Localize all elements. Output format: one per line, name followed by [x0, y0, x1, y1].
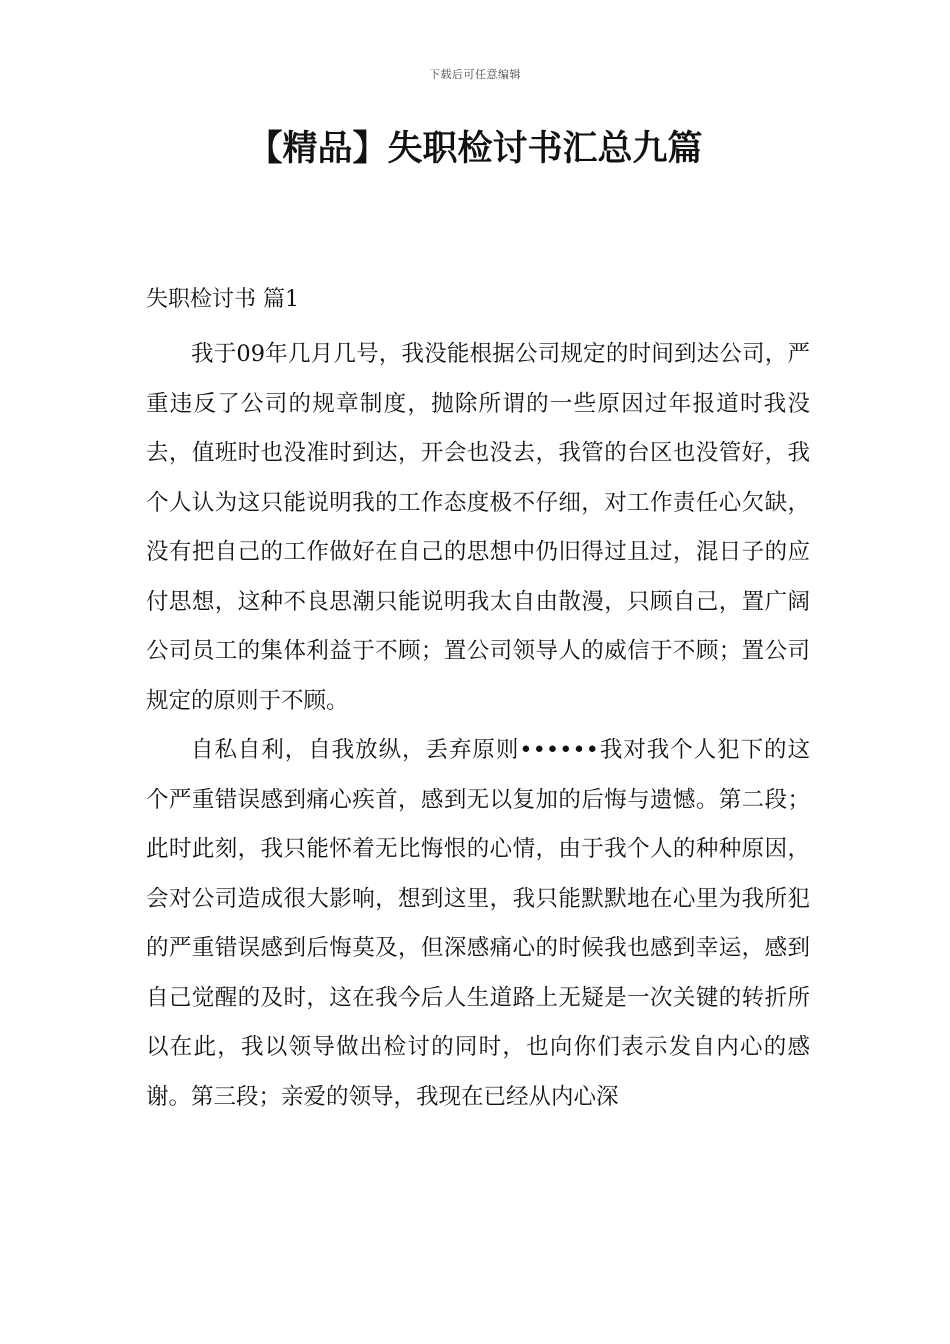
document-body [146, 330, 810, 1122]
paragraph-2: 自私自利，自我放纵，丢弃原则••••••我对我个人犯下的这个严重错误感到痛心疾首，感到无以复加的后悔与遗憾。第二段；此时此刻，我只能怀着无比悔恨的心情，由于我个人的种种原因，会对公司造成很大影响，想到这里，我只能默默地在心里为我所犯的严重错误感到后悔莫及，但深感痛心的时候我也感到幸运，感到自己觉醒的及时，这在我今后人生道路上无疑是一次关键的转折所以在此，我以领导做出检讨的同时，也向你们表示发自内心的感谢。第三段；亲爱的领导，我现在已经从内心深 [146, 737, 810, 1110]
paragraph-1: 我于09年几月几号，我没能根据公司规定的时间到达公司，严重违反了公司的规章制度，抛除所谓的一些原因过年报道时我没去，值班时也没准时到达，开会也没去，我管的台区也没管好，我个人认为这只能说明我的工作态度极不仔细，对工作责任心欠缺，没有把自己的工作做好在自己的思想中仍旧得过且过，混日子的应付思想，这种不良思潮只能说明我太自由散漫，只顾自己，置广阔公司员工的集体利益于不顾；置公司领导人的威信于不顾；置公司规定的原则于不顾。 [146, 341, 810, 714]
header-note: 下载后可任意编辑 [429, 68, 521, 81]
section-heading: 失职检讨书 篇1 [146, 287, 299, 312]
document-title: 【精品】失职检讨书汇总九篇 [247, 129, 703, 169]
